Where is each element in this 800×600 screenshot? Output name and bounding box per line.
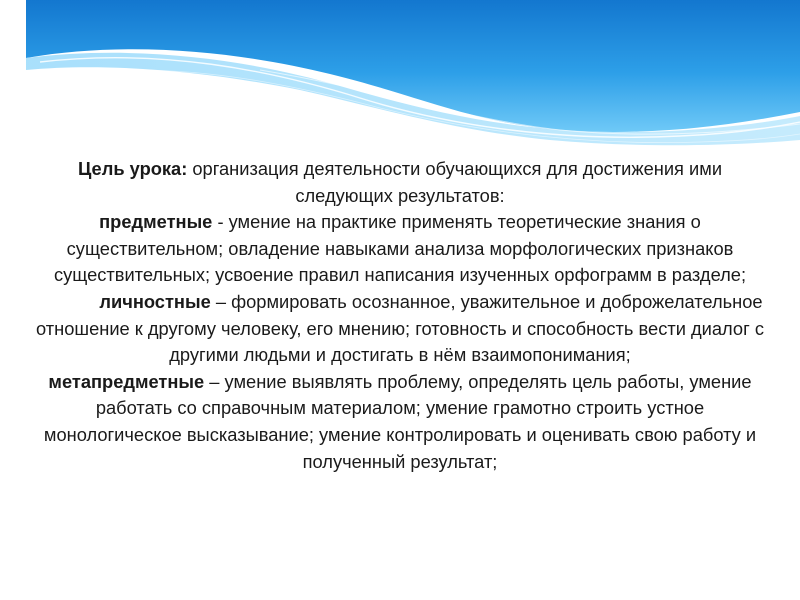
goal-text: организация деятельности обучающихся для достижения ими следующих результатов: [187,158,723,206]
goal-label: Цель урока: [77,158,188,179]
personal-results-label: личностные [99,290,211,312]
wave-header-decoration [0,0,800,150]
personal-results-paragraph [28,289,772,369]
goal-paragraph [28,156,772,209]
subject-results-text: - умение на практике применять теоретические знания о существительном; овладение навыками анализа морфологических признаков существительных; усвоение правил написания изученных орфограмм в разделе; [53,211,747,286]
subject-results-label: предметные [99,211,213,233]
subject-results-paragraph [28,209,772,289]
meta-results-label: метапредметные [48,370,205,392]
meta-results-paragraph [28,369,772,475]
lesson-goals-text [28,156,772,475]
personal-results-text: – формировать осознанное, уважительное и доброжелательное отношение к другому человеку, его мнению; готовность и способность вести диалог с другими людьми и достигать в нём взаимопонимания; [36,290,764,366]
meta-results-text: – умение выявлять проблему, определять цель работы, умение работать со справочным материалом; умение грамотно строить устное монологическое высказывание; умение контролировать и оценивать свою работу и полученный результат; [43,370,757,472]
